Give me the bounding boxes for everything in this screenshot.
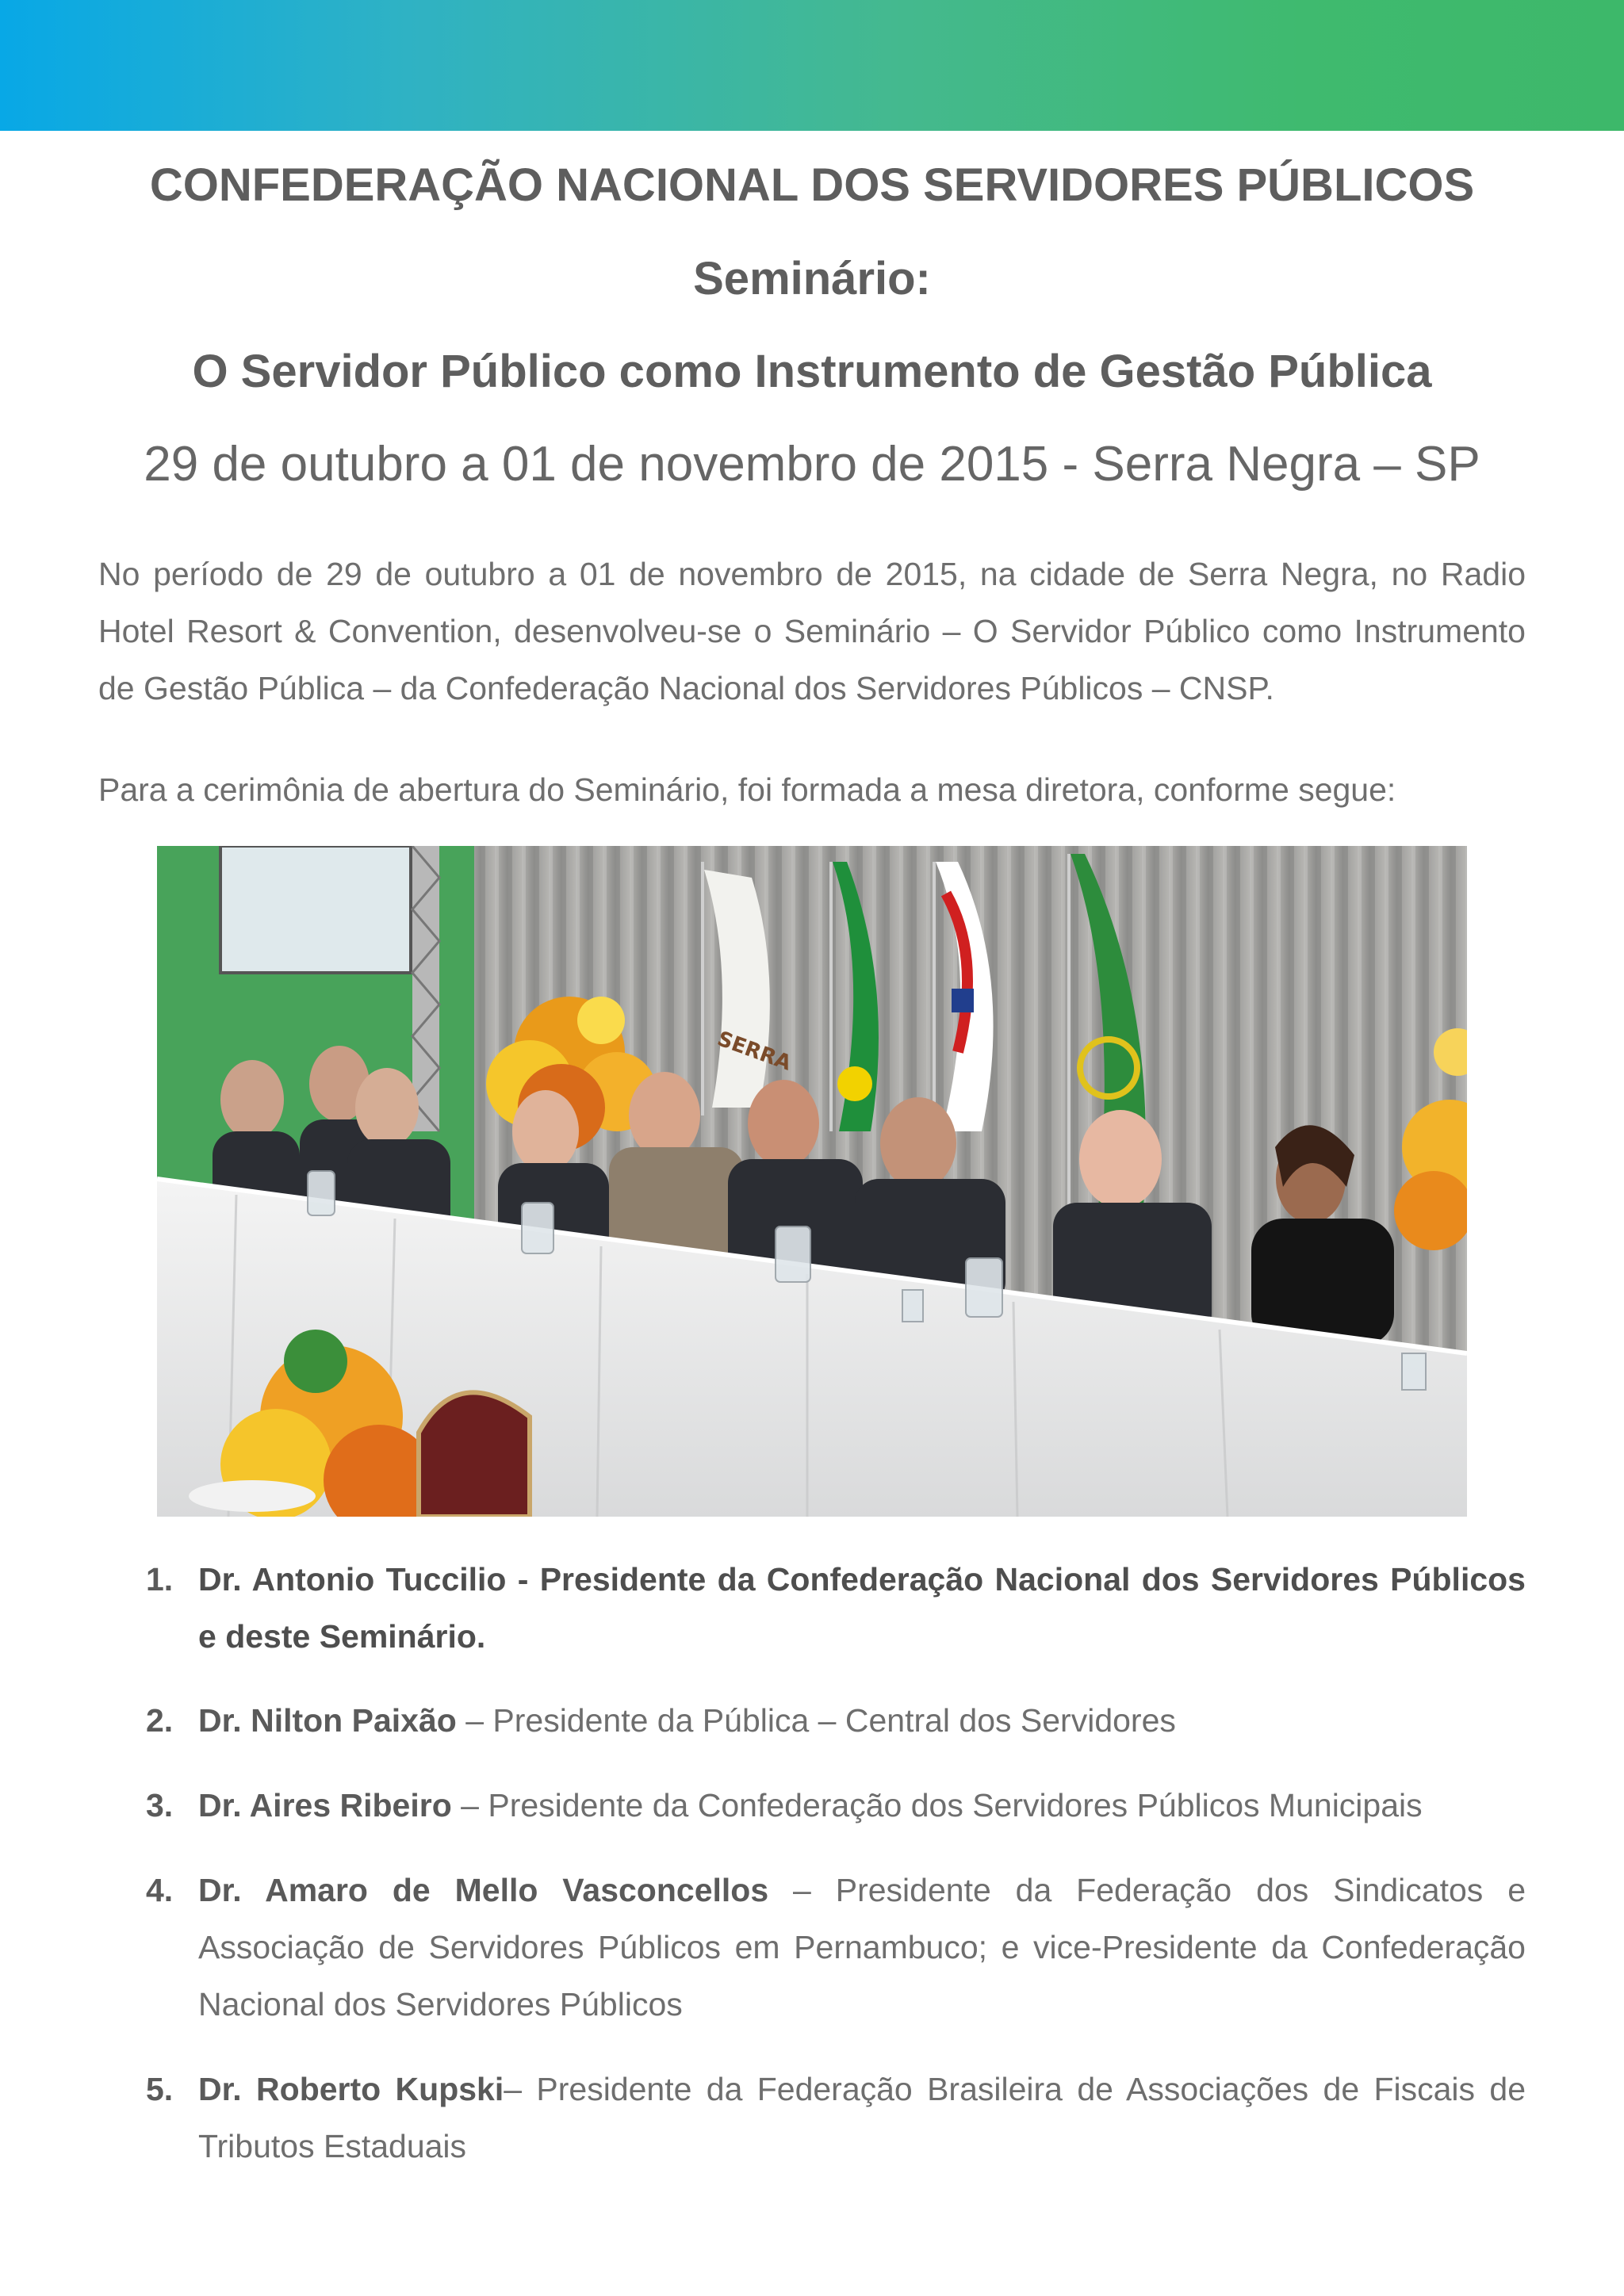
photo-illustration [157, 846, 1467, 1517]
list-number: 3. [146, 1787, 174, 1823]
member-role: – Presidente da Confederação dos Servidores Públicos Municipais [451, 1787, 1423, 1823]
header-gradient-band [0, 0, 1624, 131]
member-name: Dr. Aires Ribeiro [198, 1787, 452, 1823]
list-number: 2. [146, 1702, 174, 1739]
intro-paragraph: No período de 29 de outubro a 01 de novembro de 2015, na cidade de Serra Negra, no Radio Hotel Resort & Convention, desenvolveu-se o Seminário – O Servidor Público como Instrumento de Gestão Pública – da Confederação Nacional dos Servidores Públicos – CNSP. [98, 556, 1526, 706]
list-item [146, 1862, 1526, 2033]
organization-title: CONFEDERAÇÃO NACIONAL DOS SERVIDORES PÚBLICOS [149, 159, 1475, 211]
list-number: 4. [146, 1872, 174, 1908]
serra-flag-text: SERRA [714, 1027, 795, 1076]
list-number: 5. [146, 2071, 174, 2107]
member-name: Dr. Roberto Kupski [198, 2071, 504, 2107]
ceremony-paragraph: Para a cerimônia de abertura do Seminário, foi formada a mesa diretora, conforme segue: [98, 771, 1396, 808]
member-role: – Presidente da Pública – Central dos Servidores [456, 1702, 1176, 1739]
member-role: – Presidente da Federação dos Sindicatos e Associação de Servidores Públicos em Pernambuco; e vice-Presidente da Confederação Nacional dos Servidores Públicos [198, 1872, 1526, 2022]
list-item [146, 1777, 1526, 1834]
event-date-location: 29 de outubro a 01 de novembro de 2015 - Serra Negra – SP [144, 437, 1480, 492]
opening-ceremony-photo [157, 846, 1467, 1517]
board-members-list [146, 1551, 1526, 2175]
member-role: – Presidente da Federação Brasileira de Associações de Fiscais de Tributos Estaduais [198, 2071, 1526, 2164]
list-item [146, 1692, 1526, 1749]
seminar-title: O Servidor Público como Instrumento de Gestão Pública [192, 346, 1432, 397]
member-name: Dr. Nilton Paixão [198, 1702, 457, 1739]
member-name: Dr. Antonio Tuccilio - Presidente da Confederação Nacional dos Servidores Públicos e deste Seminário. [198, 1561, 1526, 1655]
list-item [146, 1551, 1526, 1665]
seminar-label: Seminário: [693, 253, 931, 304]
member-name: Dr. Amaro de Mello Vasconcellos [198, 1872, 769, 1908]
list-number: 1. [146, 1561, 174, 1598]
list-item [146, 2061, 1526, 2175]
